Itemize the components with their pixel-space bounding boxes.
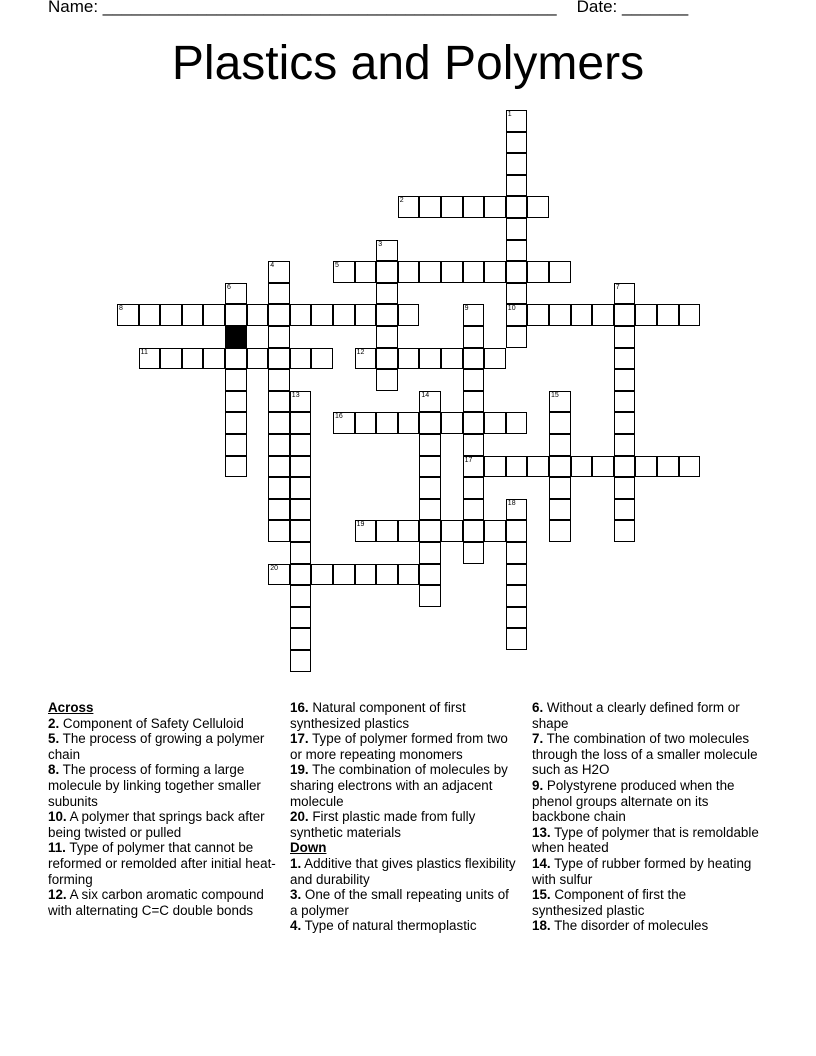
crossword-cell[interactable] <box>290 650 312 672</box>
crossword-cell[interactable] <box>463 326 485 348</box>
crossword-cell[interactable] <box>549 520 571 542</box>
crossword-cell[interactable] <box>463 261 485 283</box>
crossword-cell[interactable] <box>398 261 420 283</box>
crossword-cell[interactable] <box>527 261 549 283</box>
page-title: Plastics and Polymers <box>171 37 645 90</box>
crossword-cell[interactable] <box>419 564 441 586</box>
down-heading: Down <box>290 840 327 856</box>
clues-column-2 <box>290 700 518 934</box>
crossword-cell[interactable] <box>463 412 485 434</box>
crossword-cell[interactable] <box>484 412 506 434</box>
crossword-cell[interactable] <box>398 412 420 434</box>
crossword-cell[interactable] <box>311 564 333 586</box>
clue-number: 2 <box>399 197 404 205</box>
across-heading: Across <box>48 700 94 715</box>
crossword-cell[interactable] <box>679 304 701 326</box>
crossword-cell[interactable] <box>290 520 312 542</box>
clues-column-3 <box>532 700 760 934</box>
crossword-cell[interactable] <box>484 261 506 283</box>
clue-down-6: 6. Without a clearly defined form or shape <box>532 700 740 731</box>
crossword-cell[interactable] <box>247 304 269 326</box>
crossword-cell[interactable] <box>225 434 247 456</box>
clue-number: 5 <box>335 262 339 270</box>
crossword-cell[interactable] <box>290 348 312 370</box>
crossword-cell[interactable] <box>419 391 441 413</box>
clue-number: 17 <box>464 456 473 464</box>
clue-number: 19 <box>356 521 365 529</box>
crossword-cell[interactable] <box>549 412 571 434</box>
crossword-cell[interactable] <box>484 456 506 478</box>
crossword-cell[interactable] <box>225 391 247 413</box>
crossword-cell[interactable] <box>463 196 485 218</box>
crossword-cell[interactable] <box>268 499 290 521</box>
clue-down-13: 13. Type of polymer that is remoldable when heated <box>532 824 759 856</box>
clue-down-15: 15. Component of first the synthesized plastic <box>532 887 687 918</box>
crossword-cell[interactable] <box>268 412 290 434</box>
crossword-cell[interactable] <box>506 542 528 564</box>
crossword-cell[interactable] <box>463 542 485 564</box>
crossword-cell[interactable] <box>614 520 636 542</box>
clue-number: 8 <box>119 305 123 313</box>
crossword-cell[interactable] <box>355 564 377 586</box>
crossword-cell[interactable] <box>290 585 312 607</box>
crossword-cell[interactable] <box>117 304 139 326</box>
crossword-cell[interactable] <box>419 412 441 434</box>
crossword-cell[interactable] <box>290 499 312 521</box>
crossword-cell[interactable] <box>419 520 441 542</box>
clue-number: 12 <box>356 348 365 356</box>
crossword-cell[interactable] <box>463 477 485 499</box>
clue-number: 11 <box>140 348 148 356</box>
crossword-cell[interactable] <box>398 520 420 542</box>
clue-number: 13 <box>291 391 300 399</box>
crossword-cell[interactable] <box>290 412 312 434</box>
crossword-cell[interactable] <box>333 564 355 586</box>
crossword-cell[interactable] <box>290 607 312 629</box>
clue-across-20: 20. First plastic made from fully synthetic materials <box>290 809 476 840</box>
clue-number: 6 <box>227 283 231 291</box>
clue-across-11: 11. Type of polymer that cannot be reformed or remolded after initial heat-forming <box>48 840 276 887</box>
clue-across-16: 16. Natural component of first synthesized plastics <box>290 700 466 731</box>
clue-number: 14 <box>421 391 430 399</box>
crossword-cell[interactable] <box>398 348 420 370</box>
crossword-cell[interactable] <box>441 348 463 370</box>
crossword-cell[interactable] <box>506 261 528 283</box>
crossword-cell[interactable] <box>635 304 657 326</box>
crossword-cell[interactable] <box>463 434 485 456</box>
name-field[interactable]: Name: ________________________________________________ <box>48 0 557 16</box>
crossword-cell[interactable] <box>506 628 528 650</box>
clue-down-9: 9. Polystyrene produced when the phenol groups alternate on its backbone chain <box>532 777 735 825</box>
crossword-cell[interactable] <box>506 607 528 629</box>
crossword-cell[interactable] <box>355 304 377 326</box>
crossword-cell[interactable] <box>527 456 549 478</box>
clue-number: 18 <box>507 499 516 507</box>
clue-down-7: 7. The combination of two molecules through the loss of a smaller molecule such as H2O <box>532 731 758 778</box>
crossword-cell[interactable] <box>506 499 528 521</box>
clue-across-12: 12. A six carbon aromatic compound with alternating C=C double bonds <box>48 887 264 918</box>
clue-down-4: 4. Type of natural thermoplastic <box>290 918 477 934</box>
crossword-cell[interactable] <box>398 564 420 586</box>
crossword-cell[interactable] <box>463 348 485 370</box>
crossword-cell[interactable] <box>268 564 290 586</box>
crossword-cell[interactable] <box>268 369 290 391</box>
crossword-cell[interactable] <box>419 456 441 478</box>
crossword-cell[interactable] <box>484 196 506 218</box>
crossword-cell[interactable] <box>225 304 247 326</box>
crossword-cell[interactable] <box>441 520 463 542</box>
crossword-cell[interactable] <box>506 304 528 326</box>
crossword-cell[interactable] <box>549 261 571 283</box>
crossword-cell[interactable] <box>290 628 312 650</box>
clue-number: 4 <box>270 262 275 270</box>
crossword-cell[interactable] <box>506 175 528 197</box>
crossword-cell[interactable] <box>657 456 679 478</box>
crossword-cell[interactable] <box>614 348 636 370</box>
crossword-cell[interactable] <box>225 283 247 305</box>
crossword-cell[interactable] <box>290 477 312 499</box>
clues-column-1 <box>48 700 276 918</box>
crossword-cell[interactable] <box>290 564 312 586</box>
crossword-cell[interactable] <box>225 412 247 434</box>
crossword-cell[interactable] <box>376 564 398 586</box>
crossword-cell[interactable] <box>614 477 636 499</box>
crossword-cell[interactable] <box>549 477 571 499</box>
crossword-cell[interactable] <box>506 283 528 305</box>
crossword-cell[interactable] <box>290 542 312 564</box>
crossword-cell[interactable] <box>268 261 290 283</box>
crossword-cell[interactable] <box>355 520 377 542</box>
clue-across-19: 19. The combination of molecules by sharing electrons with an adjacent molecule <box>290 762 508 809</box>
crossword-cell[interactable] <box>592 304 614 326</box>
crossword-cell[interactable] <box>160 348 182 370</box>
crossword-cell[interactable] <box>333 304 355 326</box>
crossword-cell[interactable] <box>290 391 312 413</box>
crossword-cell[interactable] <box>203 304 225 326</box>
crossword-cell[interactable] <box>506 153 528 175</box>
crossword-cell[interactable] <box>614 369 636 391</box>
crossword-cell[interactable] <box>290 456 312 478</box>
crossword-cell[interactable] <box>614 456 636 478</box>
clue-number: 3 <box>378 240 383 248</box>
clue-number: 16 <box>335 413 343 421</box>
crossword-cell[interactable] <box>506 218 528 240</box>
crossword-cell[interactable] <box>398 196 420 218</box>
crossword-cell[interactable] <box>225 369 247 391</box>
crossword-cell[interactable] <box>268 520 290 542</box>
crossword-cell[interactable] <box>160 304 182 326</box>
clue-down-18: 18. The disorder of molecules <box>532 918 709 934</box>
clue-number: 7 <box>615 283 620 291</box>
date-field[interactable]: Date: _______ <box>576 0 689 16</box>
crossword-cell[interactable] <box>376 326 398 348</box>
crossword-cell[interactable] <box>376 412 398 434</box>
crossword-cell[interactable] <box>614 326 636 348</box>
crossword-cell[interactable] <box>247 348 269 370</box>
crossword-cell[interactable] <box>549 434 571 456</box>
crossword-cell[interactable] <box>441 261 463 283</box>
crossword-cell[interactable] <box>614 412 636 434</box>
crossword-cell[interactable] <box>333 412 355 434</box>
crossword-cell[interactable] <box>376 283 398 305</box>
crossword-cell[interactable] <box>506 585 528 607</box>
clue-across-10: 10. A polymer that springs back after being twisted or pulled <box>48 809 265 840</box>
crossword-cell[interactable] <box>225 456 247 478</box>
clue-number: 10 <box>507 305 516 313</box>
crossword-cell[interactable] <box>506 564 528 586</box>
crossword-cell[interactable] <box>268 283 290 305</box>
crossword-cell[interactable] <box>419 261 441 283</box>
crossword-cell[interactable] <box>463 391 485 413</box>
crossword-cell[interactable] <box>268 434 290 456</box>
crossword-cell[interactable] <box>376 348 398 370</box>
crossword-cell[interactable] <box>571 456 593 478</box>
crossword-cell[interactable] <box>376 369 398 391</box>
crossword-cell[interactable] <box>506 456 528 478</box>
crossword-cell[interactable] <box>268 391 290 413</box>
blocked-cell <box>225 326 247 348</box>
crossword-cell[interactable] <box>463 304 485 326</box>
crossword-cell[interactable] <box>139 348 161 370</box>
crossword-cell[interactable] <box>419 542 441 564</box>
crossword-cell[interactable] <box>463 499 485 521</box>
clue-across-8: 8. The process of forming a large molecule by linking together smaller subunits <box>48 762 261 809</box>
clue-across-2: 2. Component of Safety Celluloid <box>48 715 244 731</box>
crossword-cell[interactable] <box>506 110 528 132</box>
crossword-cell[interactable] <box>419 196 441 218</box>
crossword-cell[interactable] <box>614 283 636 305</box>
crossword-cell[interactable] <box>571 304 593 326</box>
crossword-cell[interactable] <box>614 391 636 413</box>
crossword-cell[interactable] <box>419 477 441 499</box>
crossword-cell[interactable] <box>268 477 290 499</box>
crossword-cell[interactable] <box>506 240 528 262</box>
crossword-cell[interactable] <box>506 412 528 434</box>
crossword-cell[interactable] <box>484 520 506 542</box>
crossword-cell[interactable] <box>614 499 636 521</box>
clue-across-5: 5. The process of growing a polymer chain <box>48 731 265 762</box>
crossword-cell[interactable] <box>376 520 398 542</box>
crossword-cell[interactable] <box>355 261 377 283</box>
crossword-cell[interactable] <box>549 456 571 478</box>
crossword-cell[interactable] <box>182 304 204 326</box>
crossword-cell[interactable] <box>549 304 571 326</box>
crossword-cell[interactable] <box>139 304 161 326</box>
crossword-cell[interactable] <box>506 196 528 218</box>
crossword-cell[interactable] <box>376 304 398 326</box>
crossword-cell[interactable] <box>614 304 636 326</box>
crossword-cell[interactable] <box>355 412 377 434</box>
crossword-cell[interactable] <box>463 520 485 542</box>
crossword-cell[interactable] <box>419 499 441 521</box>
crossword-cell[interactable] <box>290 304 312 326</box>
crossword-cell[interactable] <box>203 348 225 370</box>
crossword-cell[interactable] <box>506 132 528 154</box>
crossword-cell[interactable] <box>290 434 312 456</box>
crossword-cell[interactable] <box>268 326 290 348</box>
crossword-cell[interactable] <box>679 456 701 478</box>
crossword-cell[interactable] <box>527 304 549 326</box>
crossword-cell[interactable] <box>268 304 290 326</box>
crossword-cell[interactable] <box>225 348 247 370</box>
crossword-cell[interactable] <box>657 304 679 326</box>
crossword-cell[interactable] <box>268 348 290 370</box>
crossword-cell[interactable] <box>311 348 333 370</box>
crossword-cell[interactable] <box>419 585 441 607</box>
crossword-cell[interactable] <box>635 456 657 478</box>
crossword-cell[interactable] <box>398 304 420 326</box>
crossword-cell[interactable] <box>355 348 377 370</box>
crossword-cell[interactable] <box>506 520 528 542</box>
clue-number: 1 <box>507 111 512 118</box>
crossword-cell[interactable] <box>592 456 614 478</box>
crossword-cell[interactable] <box>484 348 506 370</box>
crossword-cell[interactable] <box>376 261 398 283</box>
crossword-cell[interactable] <box>419 348 441 370</box>
clue-number: 15 <box>551 391 559 399</box>
crossword-cell[interactable] <box>441 196 463 218</box>
crossword-cell[interactable] <box>549 391 571 413</box>
crossword-cell[interactable] <box>376 240 398 262</box>
clue-down-14: 14. Type of rubber formed by heating with sulfur <box>532 855 752 887</box>
crossword-cell[interactable] <box>311 304 333 326</box>
crossword-cell[interactable] <box>333 261 355 283</box>
crossword-cell[interactable] <box>614 434 636 456</box>
crossword-cell[interactable] <box>506 326 528 348</box>
crossword-cell[interactable] <box>419 434 441 456</box>
crossword-cell[interactable] <box>549 499 571 521</box>
clue-number: 20 <box>270 564 278 572</box>
crossword-cell[interactable] <box>441 412 463 434</box>
crossword-cell[interactable] <box>463 456 485 478</box>
crossword-cell[interactable] <box>527 196 549 218</box>
clue-across-17: 17. Type of polymer formed from two or more repeating monomers <box>290 731 508 762</box>
crossword-cell[interactable] <box>463 369 485 391</box>
crossword-cell[interactable] <box>268 456 290 478</box>
clue-number: 9 <box>464 305 469 313</box>
crossword-cell[interactable] <box>182 348 204 370</box>
clue-down-3: 3. One of the small repeating units of a polymer <box>290 887 509 918</box>
clue-down-1: 1. Additive that gives plastics flexibility and durability <box>290 855 516 887</box>
